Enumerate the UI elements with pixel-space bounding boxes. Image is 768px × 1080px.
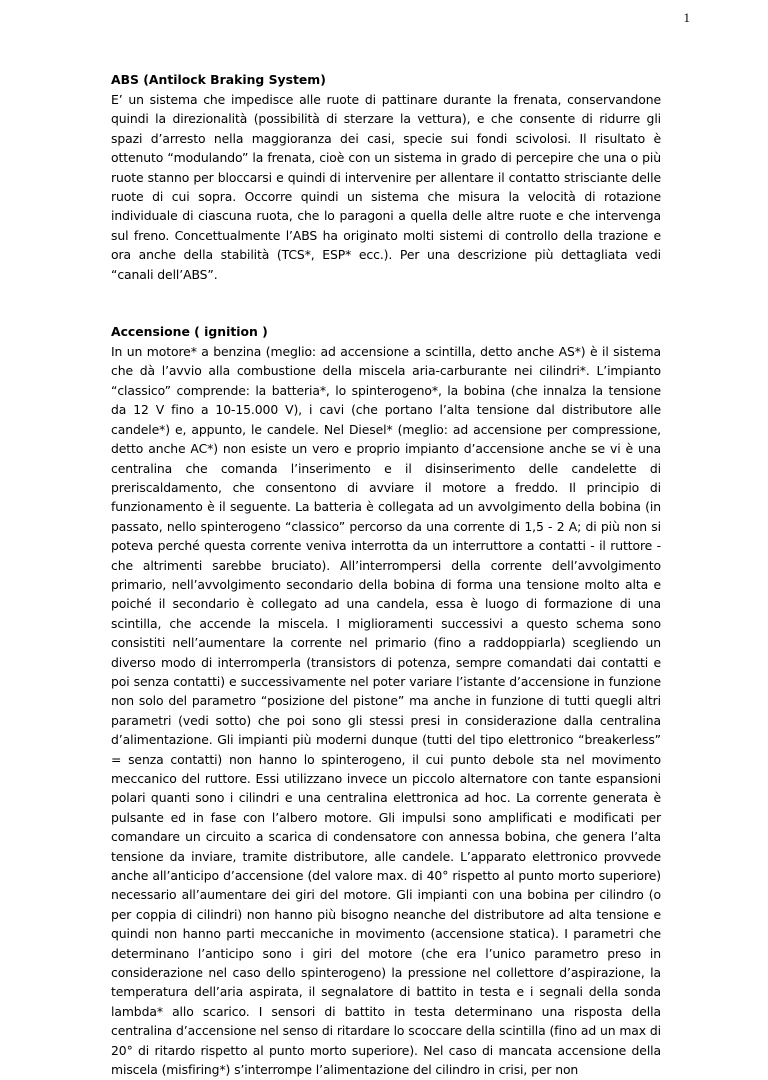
document-content <box>111 70 661 1080</box>
entry-abs <box>111 70 661 284</box>
section-spacer <box>111 284 661 322</box>
entry-body: In un motore* a benzina (meglio: ad accensione a scintilla, detto anche AS*) è il sistema che dà l’avvio alla combustione della miscela aria-carburante nei cilindri*. L’impianto “classico” comprende: la batteria*, lo spinterogeno*, la bobina (che innalza la tensione da 12 V fino a 10-15.000 V), i cavi (che portano l’alta tensione dal distributore alle candele*) e, appunto, le candele. Nel Diesel* (meglio: ad accensione per compressione, detto anche AC*) non esiste un vero e proprio impianto d’accensione anche se vi è una centralina che comanda l’inserimento e il disinserimento delle candelette di preriscaldamento, che consentono di avviare il motore a freddo. Il principio di funzionamento è il seguente. La batteria è collegata ad un avvolgimento della bobina (in passato, nello spinterogeno “classico” percorso da una corrente di 1,5 - 2 A; di più non si poteva perché questa corrente veniva interrotta da un interruttore a contatti - il ruttore - che altrimenti sarebbe bruciato). All’interrompersi della corrente dell’avvolgimento primario, nell’avvolgimento secondario della bobina di forma una tensione molto alta e poiché il secondario è collegato ad una candela, essa è luogo di formazione di una scintilla, che accende la miscela. I miglioramenti successivi a questo schema sono consistiti nell’aumentare la corrente nel primario (fino a raddoppiarla) scegliendo un diverso modo di interromperla (transistors di potenza, sempre comandati dai contatti e poi senza contatti) e successivamente nel poter variare l’istante d’accensione in funzione non solo del parametro “posizione del pistone” ma anche in funzione di tutti quegli altri parametri (vedi sotto) che poi sono gli stessi presi in considerazione dalla centralina d’alimentazione. Gli impianti più moderni dunque (tutti del tipo elettronico “breakerless” = senza contatti) non hanno lo spinterogeno, il cui punto debole sta nel movimento meccanico del ruttore. Essi utilizzano invece un piccolo alternatore con tante espansioni polari quanti sono i cilindri e una centralina elettronica ad hoc. La corrente generata è pulsante ed in fase con l’albero motore. Gli impulsi sono amplificati e modificati per comandare un circuito a scarica di condensatore con annessa bobina, che genera l’alta tensione da inviare, tramite distributore, alle candele. L’apparato elettronico provvede anche all’anticipo d’accensione (del valore max. di 40° rispetto al punto morto superiore) necessario all’aumentare dei giri del motore. Gli impianti con una bobina per cilindro (o per coppia di cilindri) non hanno più bisogno neanche del distributore ad alta tensione e quindi non hanno parti meccaniche in movimento (accensione statica). I parametri che determinano l’anticipo sono i giri del motore (che era l’unico parametro preso in considerazione nel caso dello spinterogeno) la pressione nel collettore d’aspirazione, la temperatura dell’aria aspirata, il segnalatore di battito in testa e i segnali della sonda lambda* allo scarico. I sensori di battito in testa determinano una risposta della centralina d’accensione nel senso di ritardare lo scoccare della scintilla (fino ad un max di 20° di ritardo rispetto al punto morto superiore). Nel caso di mancata accensione della miscela (misfiring*) s’interrompe l’alimentazione del cilindro in crisi, per non <box>111 344 661 1078</box>
page-number: 1 <box>683 10 690 25</box>
entry-accensione <box>111 322 661 1079</box>
entry-body: E’ un sistema che impedisce alle ruote di pattinare durante la frenata, conservandone quindi la direzionalità (possibilità di sterzare la vettura), e che consente di ridurre gli spazi d’arresto nella maggioranza dei casi, specie sui fondi scivolosi. Il risultato è ottenuto “modulando” la frenata, cioè con un sistema in grado di percepire che una o più ruote stanno per bloccarsi e quindi di intervenire per allentare il contatto strisciante delle ruote di cui sopra. Occorre quindi un sistema che misura la velocità di rotazione individuale di ciascuna ruota, che lo paragoni a quella delle altre ruote e che intervenga sul freno. Concettualmente l’ABS ha originato molti sistemi di controllo della trazione e ora anche della stabilità (TCS*, ESP* ecc.). Per una descrizione più dettagliata vedi “canali dell’ABS”. <box>111 92 661 282</box>
entry-title: ABS (Antilock Braking System) <box>111 72 326 87</box>
entry-title: Accensione ( ignition ) <box>111 324 268 340</box>
